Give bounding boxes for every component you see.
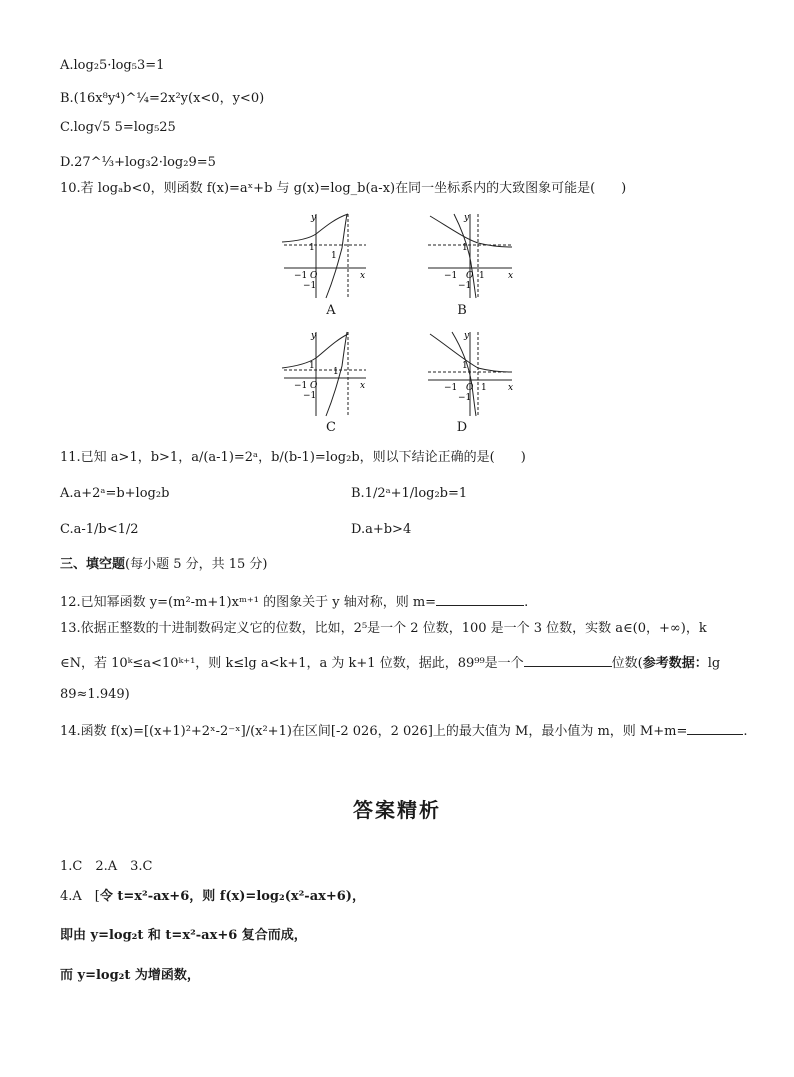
- svg-text:−1: −1: [444, 271, 458, 281]
- q9-option-d: D.27^⅓+log₃2·log₂9=5: [60, 155, 216, 170]
- q9-option-a: A.log₂5·log₅3=1: [60, 58, 165, 73]
- q13-line2: [60, 652, 720, 673]
- answers-line2: [60, 888, 365, 906]
- q11-option-b: B.1/2ᵃ+1/log₂b=1: [351, 486, 468, 501]
- q13-answer-blank[interactable]: [524, 652, 612, 667]
- svg-text:y: y: [311, 331, 317, 341]
- svg-text:x: x: [508, 271, 514, 281]
- svg-text:O: O: [310, 271, 318, 281]
- answers-line1: 1.C 2.A 3.C: [60, 859, 153, 874]
- svg-text:x: x: [508, 383, 514, 393]
- q14-text-b: 在区间[-2 026，2 026]上的最大值为 M，最小值为 m，则 M+m=: [291, 724, 688, 739]
- q9-option-c: C.log√5 5=log₅25: [60, 120, 176, 135]
- q14-answer-blank[interactable]: [687, 720, 743, 735]
- svg-text:y: y: [464, 331, 470, 341]
- svg-text:y: y: [464, 213, 470, 223]
- section-3-heading: [60, 556, 268, 574]
- graph-b: [424, 208, 516, 302]
- graph-a-label: A: [326, 303, 336, 318]
- q12-answer-blank[interactable]: [436, 591, 524, 606]
- section-3-note: (每小题 5 分，共 15 分): [125, 557, 268, 572]
- svg-text:O: O: [466, 271, 474, 281]
- section-3-title: 三、填空题: [60, 557, 126, 572]
- graph-c: [278, 326, 370, 420]
- graph-d: [424, 326, 516, 420]
- graph-a: [278, 208, 370, 302]
- q13-line1: 13.依据正整数的十进制数码定义它的位数，比如，2⁵是一个 2 位数，100 是一个 3 位数，实数 a∈(0，+∞)，k: [60, 621, 707, 636]
- svg-text:1: 1: [462, 243, 468, 253]
- q14-line: 14.函数 f(x)=[(x+1)²+2ˣ-2⁻ˣ]/(x²+1)在区间[-2 026，2 026]上的最大值为 M，最小值为 m，则 M+m= .: [60, 720, 748, 741]
- svg-text:−1: −1: [294, 381, 308, 391]
- svg-text:1: 1: [462, 361, 468, 371]
- q13-line2c: lg: [707, 656, 721, 671]
- svg-text:1: 1: [331, 251, 337, 261]
- q12-text: 12.已知幂函数 y=(m²-m+1)xᵐ⁺¹ 的图象关于 y 轴对称，则 m=: [60, 595, 437, 610]
- graph-d-label: D: [456, 420, 468, 435]
- svg-text:−1: −1: [294, 271, 308, 281]
- svg-text:x: x: [360, 271, 366, 281]
- q13-ref-label: 参考数据：: [642, 656, 708, 671]
- q14-text-a: 14.函数 f(x)=[(x+1)²+2ˣ-2⁻ˣ]/(x²+1): [60, 724, 292, 739]
- q13-line2a: ∈N，若 10ᵏ≤a<10ᵏ⁺¹，则 k≤lg a<k+1，a 为 k+1 位数，据此，89⁹⁹是一个: [60, 656, 524, 671]
- svg-text:1: 1: [309, 361, 315, 371]
- graph-c-label: C: [326, 420, 336, 435]
- svg-text:−1: −1: [303, 391, 317, 401]
- svg-text:y: y: [311, 213, 317, 223]
- svg-text:−1: −1: [444, 383, 458, 393]
- q11-option-a: A.a+2ᵃ=b+log₂b: [60, 486, 170, 501]
- svg-text:−1: −1: [303, 281, 317, 291]
- svg-text:−1: −1: [458, 281, 472, 291]
- svg-text:1: 1: [479, 271, 485, 281]
- answers-line3: 即由 y=log₂t 和 t=x²-ax+6 复合而成，: [60, 928, 307, 943]
- svg-text:1: 1: [333, 367, 339, 377]
- answers-line2b: 令 t=x²-ax+6，则 f(x)=log₂(x²-ax+6)，: [99, 889, 365, 904]
- svg-text:1: 1: [481, 383, 487, 393]
- q11-option-d: D.a+b>4: [351, 522, 412, 537]
- q13-line2b: 位数(: [611, 656, 643, 671]
- answers-line4: 而 y=log₂t 为增函数，: [60, 968, 200, 983]
- answers-line2a: 4.A [: [60, 889, 100, 904]
- q13-line3: 89≈1.949): [60, 687, 130, 702]
- graph-b-label: B: [457, 303, 467, 318]
- svg-text:O: O: [466, 383, 474, 393]
- q9-option-b: B.(16x⁸y⁴)^¼=2x²y(x<0，y<0): [60, 91, 265, 106]
- q11-option-c: C.a-1/b<1/2: [60, 522, 139, 537]
- svg-text:O: O: [310, 381, 318, 391]
- svg-text:−1: −1: [458, 393, 472, 403]
- q10-stem: 10.若 logₐb<0，则函数 f(x)=aˣ+b 与 g(x)=log_b(a-x)在同一坐标系内的大致图象可能是( ): [60, 181, 627, 196]
- q12-line: 12.已知幂函数 y=(m²-m+1)xᵐ⁺¹ 的图象关于 y 轴对称，则 m= .: [60, 591, 528, 612]
- answers-title: 答案精析: [353, 798, 441, 822]
- svg-text:1: 1: [309, 243, 315, 253]
- svg-text:x: x: [360, 381, 366, 391]
- q11-stem: 11.已知 a>1，b>1，a/(a-1)=2ᵃ，b/(b-1)=log₂b，则以下结论正确的是( ): [60, 450, 526, 465]
